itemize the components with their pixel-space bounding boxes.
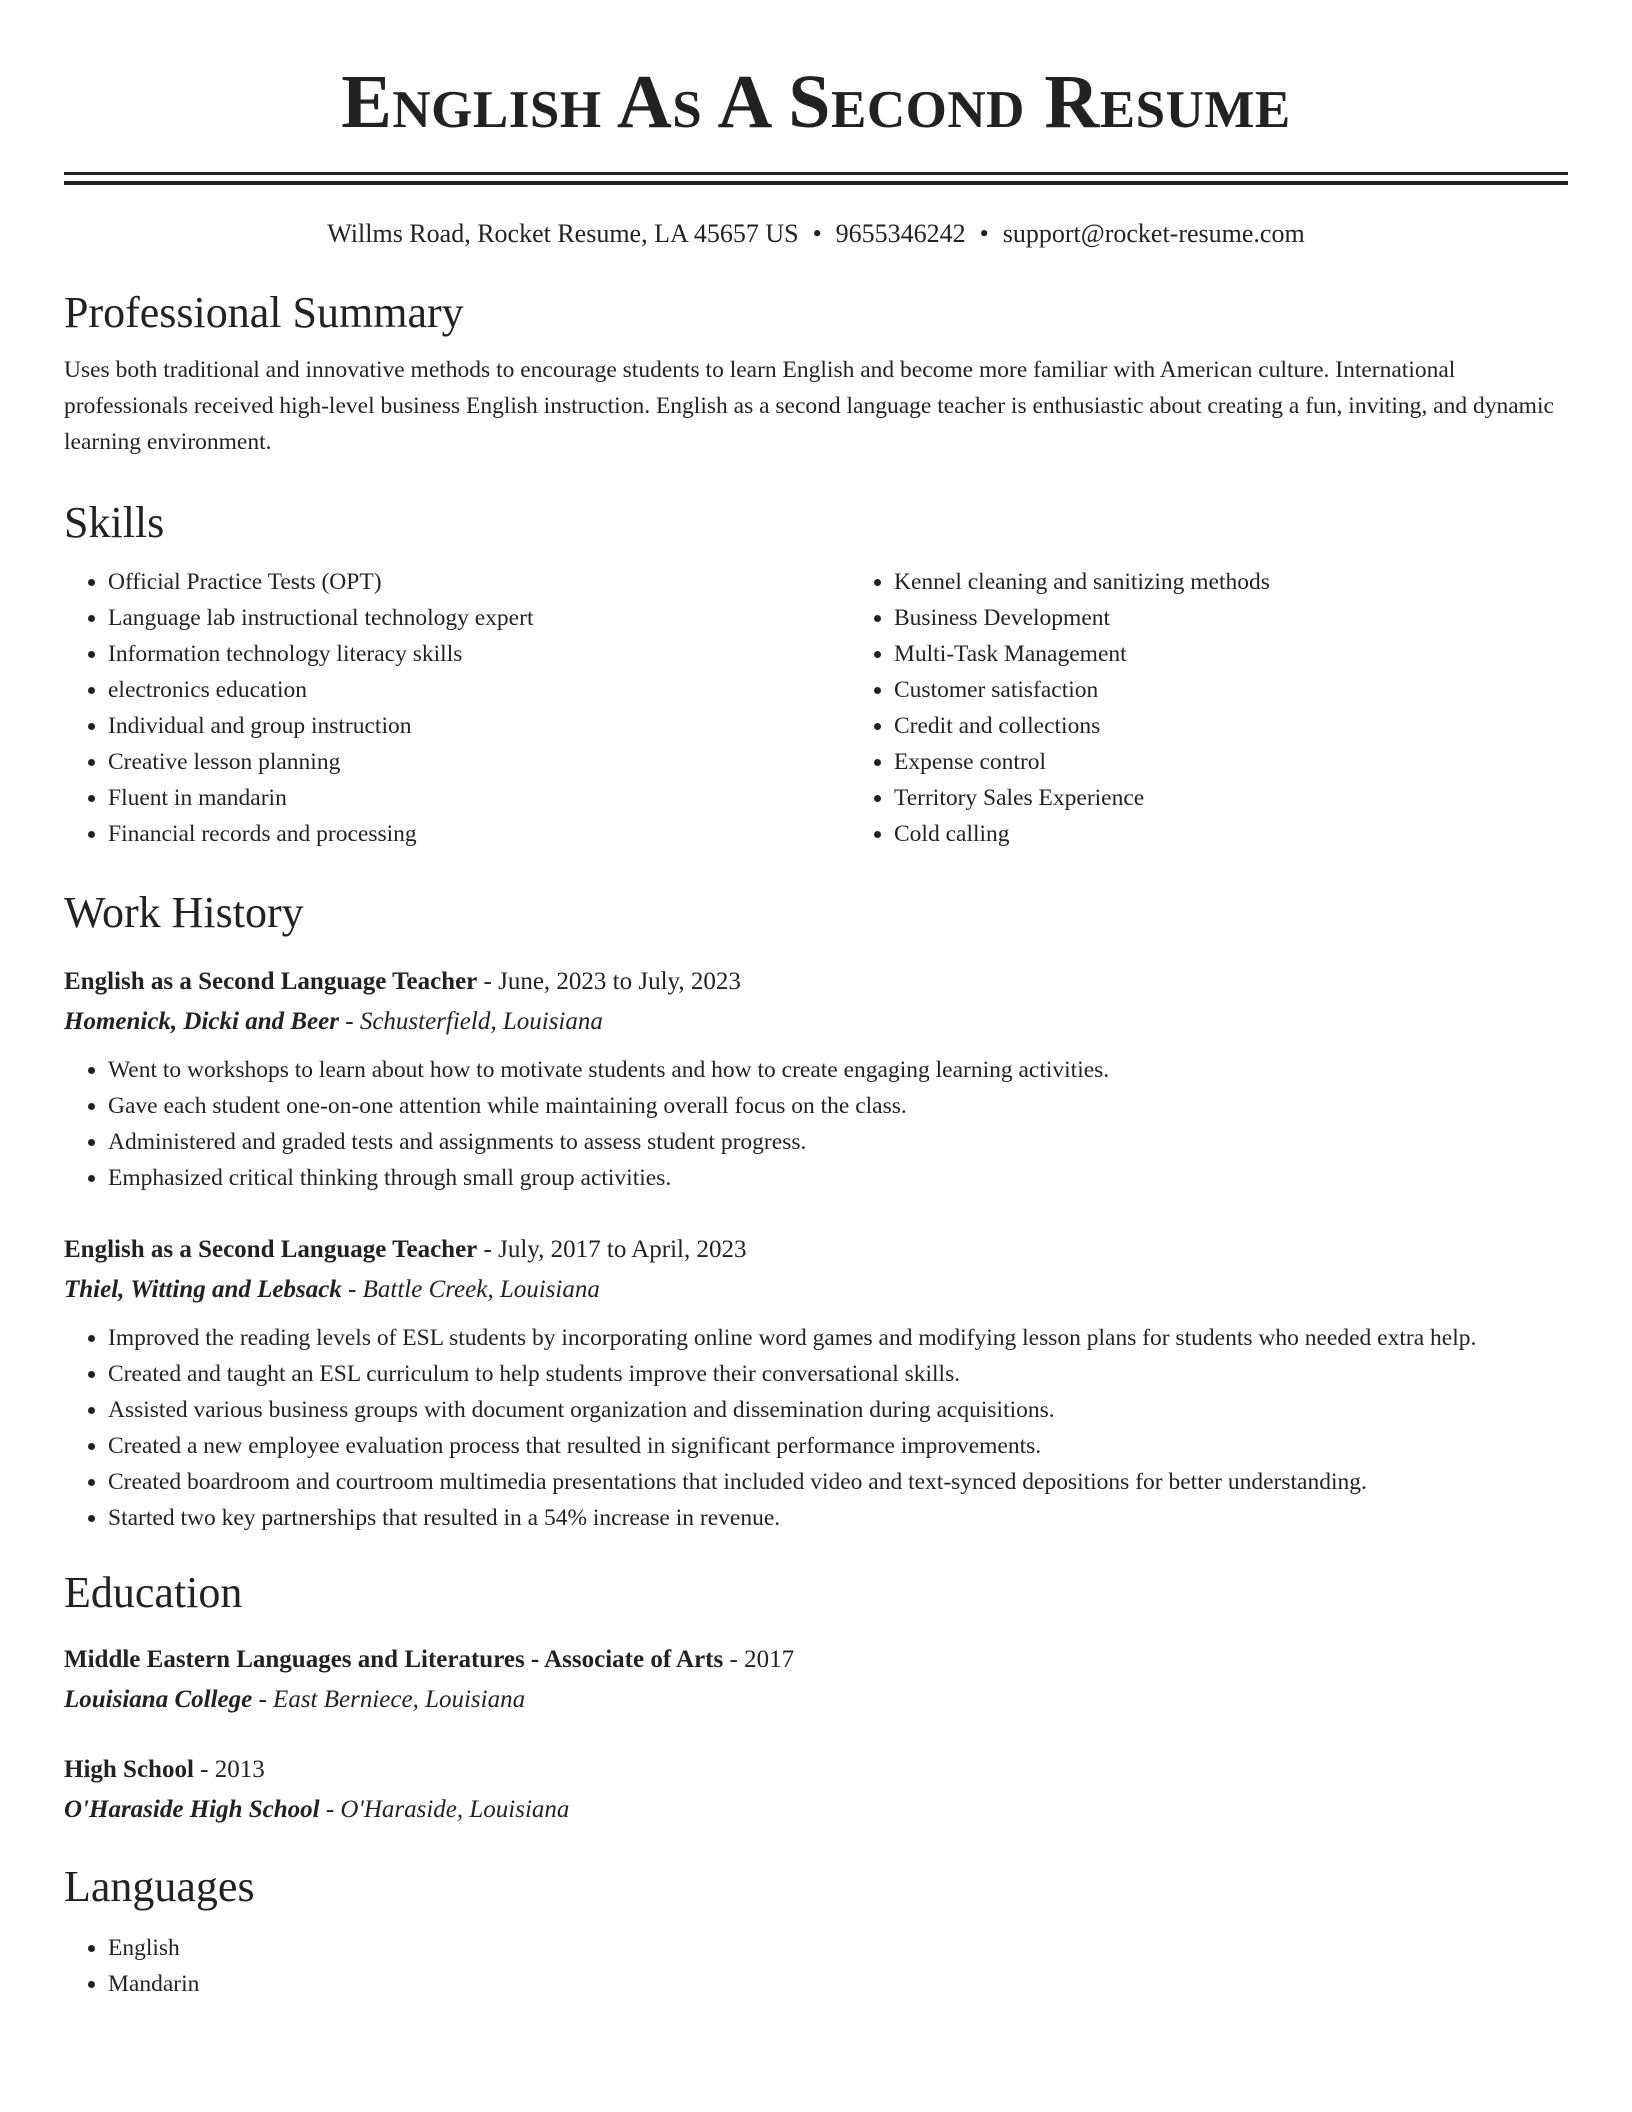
degree: Middle Eastern Languages and Literatures - Associate of Arts	[64, 1646, 724, 1673]
skills-list-left	[64, 564, 850, 852]
skill-item: • Language lab instructional technology expert	[108, 600, 850, 636]
education-entry	[64, 1640, 1568, 1720]
graduation-year: 2013	[214, 1756, 265, 1783]
skill-item: • Customer satisfaction	[894, 672, 1632, 708]
skills-list-right	[850, 564, 1632, 852]
job-bullets	[64, 1320, 1568, 1536]
contact-address: Willms Road, Rocket Resume, LA 45657 US	[327, 219, 799, 248]
dash: -	[348, 1276, 357, 1303]
skill-item: • Business Development	[894, 600, 1632, 636]
summary-text: Uses both traditional and innovative methods to encourage students to learn English and become more familiar with American culture. International professionals received high-level business English instruction. English as a second language teacher is enthusiastic about creating a fun, inviting, and dynamic learning environment.	[64, 357, 1554, 455]
job-title-line	[64, 962, 1568, 1002]
skill-item: • Cold calling	[894, 816, 1632, 852]
job-title: English as a Second Language Teacher	[64, 968, 478, 995]
skill-item: • Kennel cleaning and sanitizing methods	[894, 564, 1632, 600]
skills-section	[64, 498, 1568, 852]
school-line	[64, 1680, 1568, 1720]
contact-line	[64, 219, 1568, 249]
job-bullet: • Emphasized critical thinking through small group activities.	[108, 1160, 1568, 1196]
education-section	[64, 1568, 1568, 1618]
dash: -	[483, 1236, 492, 1263]
dash: -	[345, 1008, 354, 1035]
school-name: O'Haraside High School	[64, 1796, 320, 1823]
job-company-line	[64, 1270, 1568, 1310]
job-dates: July, 2017 to April, 2023	[498, 1236, 747, 1263]
dash: -	[483, 968, 492, 995]
languages-section	[64, 1862, 1568, 2002]
job-location: Schusterfield, Louisiana	[359, 1008, 603, 1035]
contact-separator: •	[812, 219, 822, 248]
dash: -	[729, 1646, 738, 1673]
skill-item: • Official Practice Tests (OPT)	[108, 564, 850, 600]
job-bullet: • Gave each student one-on-one attention while maintaining overall focus on the class.	[108, 1088, 1568, 1124]
school-line	[64, 1790, 1568, 1830]
language-item: • Mandarin	[108, 1966, 1568, 2002]
job-bullet: • Started two key partnerships that resulted in a 54% increase in revenue.	[108, 1500, 1568, 1536]
section-heading-summary: Professional Summary	[64, 288, 464, 337]
contact-email: support@rocket-resume.com	[1002, 219, 1305, 248]
skill-item: • Individual and group instruction	[108, 708, 850, 744]
job-company-line	[64, 1002, 1568, 1042]
job-bullet: • Administered and graded tests and assignments to assess student progress.	[108, 1124, 1568, 1160]
job-entry	[64, 962, 1568, 1196]
skill-item: • Fluent in mandarin	[108, 780, 850, 816]
education-entry	[64, 1750, 1568, 1830]
language-item: • English	[108, 1930, 1568, 1966]
job-title: English as a Second Language Teacher	[64, 1236, 478, 1263]
job-bullet: • Assisted various business groups with document organization and dissemination during acquisitions.	[108, 1392, 1568, 1428]
job-bullet: • Went to workshops to learn about how to motivate students and how to create engaging learning activities.	[108, 1052, 1568, 1088]
degree-line	[64, 1640, 1568, 1680]
skill-item: • Information technology literacy skills	[108, 636, 850, 672]
job-bullets	[64, 1052, 1568, 1196]
summary-section	[64, 288, 1568, 460]
skills-columns	[64, 564, 1568, 852]
section-heading-work: Work History	[64, 888, 304, 937]
title-divider-bottom	[64, 181, 1568, 185]
dash: -	[325, 1796, 335, 1823]
skill-item: • Territory Sales Experience	[894, 780, 1632, 816]
section-heading-languages: Languages	[64, 1862, 255, 1911]
job-dates: June, 2023 to July, 2023	[498, 968, 741, 995]
skill-item: • Credit and collections	[894, 708, 1632, 744]
skill-item: • Creative lesson planning	[108, 744, 850, 780]
title-divider-top	[64, 172, 1568, 175]
school-location: O'Haraside, Louisiana	[340, 1796, 570, 1823]
job-title-line	[64, 1230, 1568, 1270]
graduation-year: 2017	[744, 1646, 795, 1673]
languages-list	[64, 1930, 1568, 2002]
skill-item: • Multi-Task Management	[894, 636, 1632, 672]
contact-separator: •	[979, 219, 989, 248]
job-bullet: • Improved the reading levels of ESL students by incorporating online word games and modifying lesson plans for students who needed extra help.	[108, 1320, 1568, 1356]
work-history-section	[64, 888, 1568, 938]
job-company: Thiel, Witting and Lebsack	[64, 1276, 342, 1303]
skill-item: • Expense control	[894, 744, 1632, 780]
skill-item: • Financial records and processing	[108, 816, 850, 852]
degree: High School	[64, 1756, 194, 1783]
job-entry	[64, 1230, 1568, 1536]
job-bullet: • Created boardroom and courtroom multimedia presentations that included video and text-synced depositions for better understanding.	[108, 1464, 1568, 1500]
school-location: East Berniece, Louisiana	[273, 1686, 526, 1713]
dash: -	[200, 1756, 209, 1783]
job-bullet: • Created and taught an ESL curriculum to help students improve their conversational skills.	[108, 1356, 1568, 1392]
school-name: Louisiana College	[64, 1686, 253, 1713]
contact-phone: 9655346242	[835, 219, 966, 248]
job-company: Homenick, Dicki and Beer	[64, 1008, 339, 1035]
job-location: Battle Creek, Louisiana	[362, 1276, 600, 1303]
degree-line	[64, 1750, 1568, 1790]
skill-item: • electronics education	[108, 672, 850, 708]
job-bullet: • Created a new employee evaluation process that resulted in significant performance improvements.	[108, 1428, 1568, 1464]
section-heading-education: Education	[64, 1568, 243, 1617]
section-heading-skills: Skills	[64, 498, 165, 547]
resume-title: English As A Second Resume	[341, 60, 1291, 144]
dash: -	[258, 1686, 267, 1713]
